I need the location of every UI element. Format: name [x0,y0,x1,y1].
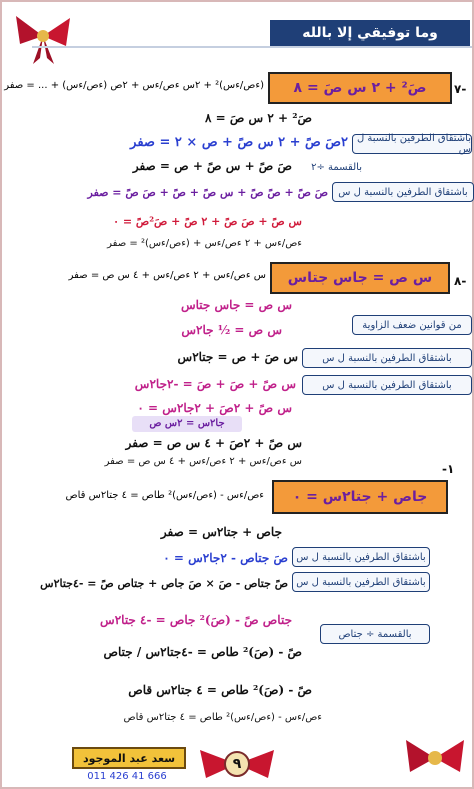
step-line: س ص = جاس جتاس [181,298,292,312]
problem-number: ٨- [454,274,467,288]
author-badge [72,747,186,785]
step-note: باشتقاق الطرفين بالنسبة ل س [292,572,430,592]
step-line: س صً + ٢صَ + ٢جا٢س = ٠ [137,401,292,415]
step-line: ٢صَ صً + ٢ س صً + ص × ٢ = صفر [130,135,348,150]
author-name: سعد عبد الموجود [72,747,186,769]
step-line: صً - (صَ)² طاص = -٤جتا٢س / جتاص [103,645,302,659]
step-line: جاص + جتا٢س = صفر [160,525,282,539]
step-line: ءص/ءس + ٢ ءص/ءس + (ءص/ءس)² = صفر [107,238,302,249]
step-line: صَ صً + صً صً + س صً + صً + صَ صً = صفر [87,186,328,199]
step-note: بالقسمة ÷ جتاص [320,624,430,644]
step-note: من قوانين ضعف الزاوية [352,315,472,335]
page-number: ٩ [232,756,242,772]
problem-equation: س ص = جاس جتاس [270,262,450,294]
step-note: باشتقاق الطرفين بالنسبة ل س [332,182,474,202]
divider [32,46,472,48]
step-line: س صً + صَ + صَ = -٢جا٢س [134,377,296,391]
step-line: صَ صً + س صً + ص = صفر [132,159,292,173]
step-note: باشتقاق الطرفين بالنسبة ل س [302,348,472,368]
step-note: باشتقاق الطرفين بالنسبة ل س [352,134,472,154]
step-line: س صَ + ص = جتا٢س [177,350,298,364]
page-title: وما توفيقي إلا بالله [270,20,470,46]
problem-number: ٧- [454,82,467,96]
phone-number: 011 426 41 666 [87,771,167,782]
step-note: بالقسمة ÷٢ [311,162,362,173]
step-note: باشتقاق الطرفين بالنسبة ل س [292,547,430,567]
step-line: صَ² + ٢ س صَ = ٨ [204,111,312,125]
step-line: جا٢س = ٢س ص [132,416,242,432]
step-line: س صً + ٢صَ + ٤ س ص = صفر [125,436,302,450]
ribbon-bow-icon [8,6,78,66]
step-line: س ص = ½ جا٢س [181,323,282,337]
problem-equation: جاص + جتا٢س = ٠ [272,480,448,514]
step-line: صَ جتاص - ٢جا٢س = ٠ [163,551,288,565]
problem-result: ءص/ءس - (ءص/ءس)² طاص = ٤ جتا٢س قاص [65,490,264,501]
problem-result: س ءص/ءس + ٢ ءص/ءس + ٤ س ص = صفر [68,270,266,281]
step-line: ءص/ءس - (ءص/ءس)² طاص = ٤ جتا٢س قاص [123,712,322,723]
step-line: صً - (صَ)² طاص = ٤ جتا٢س قاص [128,683,312,697]
step-note: باشتقاق الطرفين بالنسبة ل س [302,375,472,395]
step-line: س ءص/ءس + ٢ ءص/ءس + ٤ س ص = صفر [104,456,302,467]
problem-number: -١ [442,462,455,476]
problem-result: (ءص/ءس)² + ٢س ءص/ءس + ٢ص (ءص/ءس) + ... = صفر [4,80,264,91]
problem-equation: صَ² + ٢ س صَ = ٨ [268,72,452,104]
step-line: س صً + صَ صً + ٢ صً + صَ²صً = ٠ [113,215,302,228]
step-line: جتاص صً - (صَ)² جاص = -٤ جتا٢س [100,613,292,627]
step-line: صً جتاص - صَ × صَ جاص + جتاص صً = -٤جتا٢س [40,577,288,590]
ribbon-bow-icon [398,728,472,788]
